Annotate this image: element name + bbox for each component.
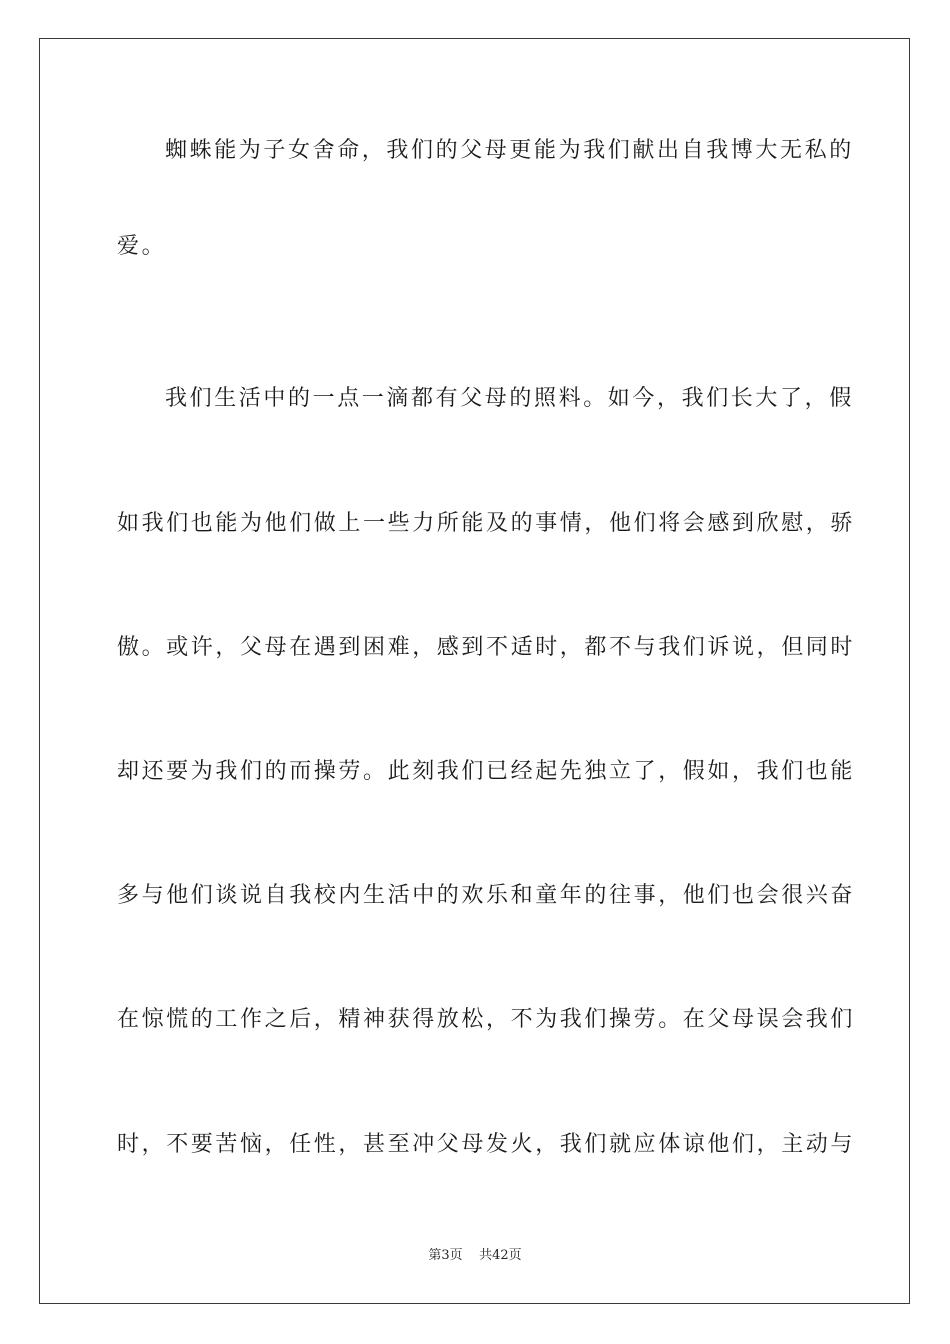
paragraph-line: 时，不要苦恼，任性，甚至冲父母发火，我们就应体谅他们，主动与	[117, 1132, 856, 1157]
page-border	[39, 38, 910, 1304]
paragraph-line: 蜘蛛能为子女舍命，我们的父母更能为我们献出自我博大无私的	[165, 138, 854, 163]
paragraph-line: 却还要为我们的而操劳。此刻我们已经起先独立了，假如，我们也能	[117, 759, 856, 784]
paragraph-line: 傲。或许，父母在遇到困难，感到不适时，都不与我们诉说，但同时	[117, 635, 856, 660]
page-total: 共42页	[479, 1248, 522, 1263]
paragraph-line: 如我们也能为他们做上一些力所能及的事情，他们将会感到欣慰，骄	[117, 511, 856, 536]
paragraph-line: 在惊慌的工作之后，精神获得放松，不为我们操劳。在父母误会我们	[117, 1007, 856, 1032]
paragraph-line: 多与他们谈说自我校内生活中的欢乐和童年的往事，他们也会很兴奋	[117, 883, 856, 908]
page-footer	[0, 1248, 950, 1264]
page-number: 第3页	[428, 1248, 463, 1263]
paragraph-line: 爱。	[117, 234, 167, 259]
paragraph-line: 我们生活中的一点一滴都有父母的照料。如今，我们长大了，假	[165, 386, 854, 411]
